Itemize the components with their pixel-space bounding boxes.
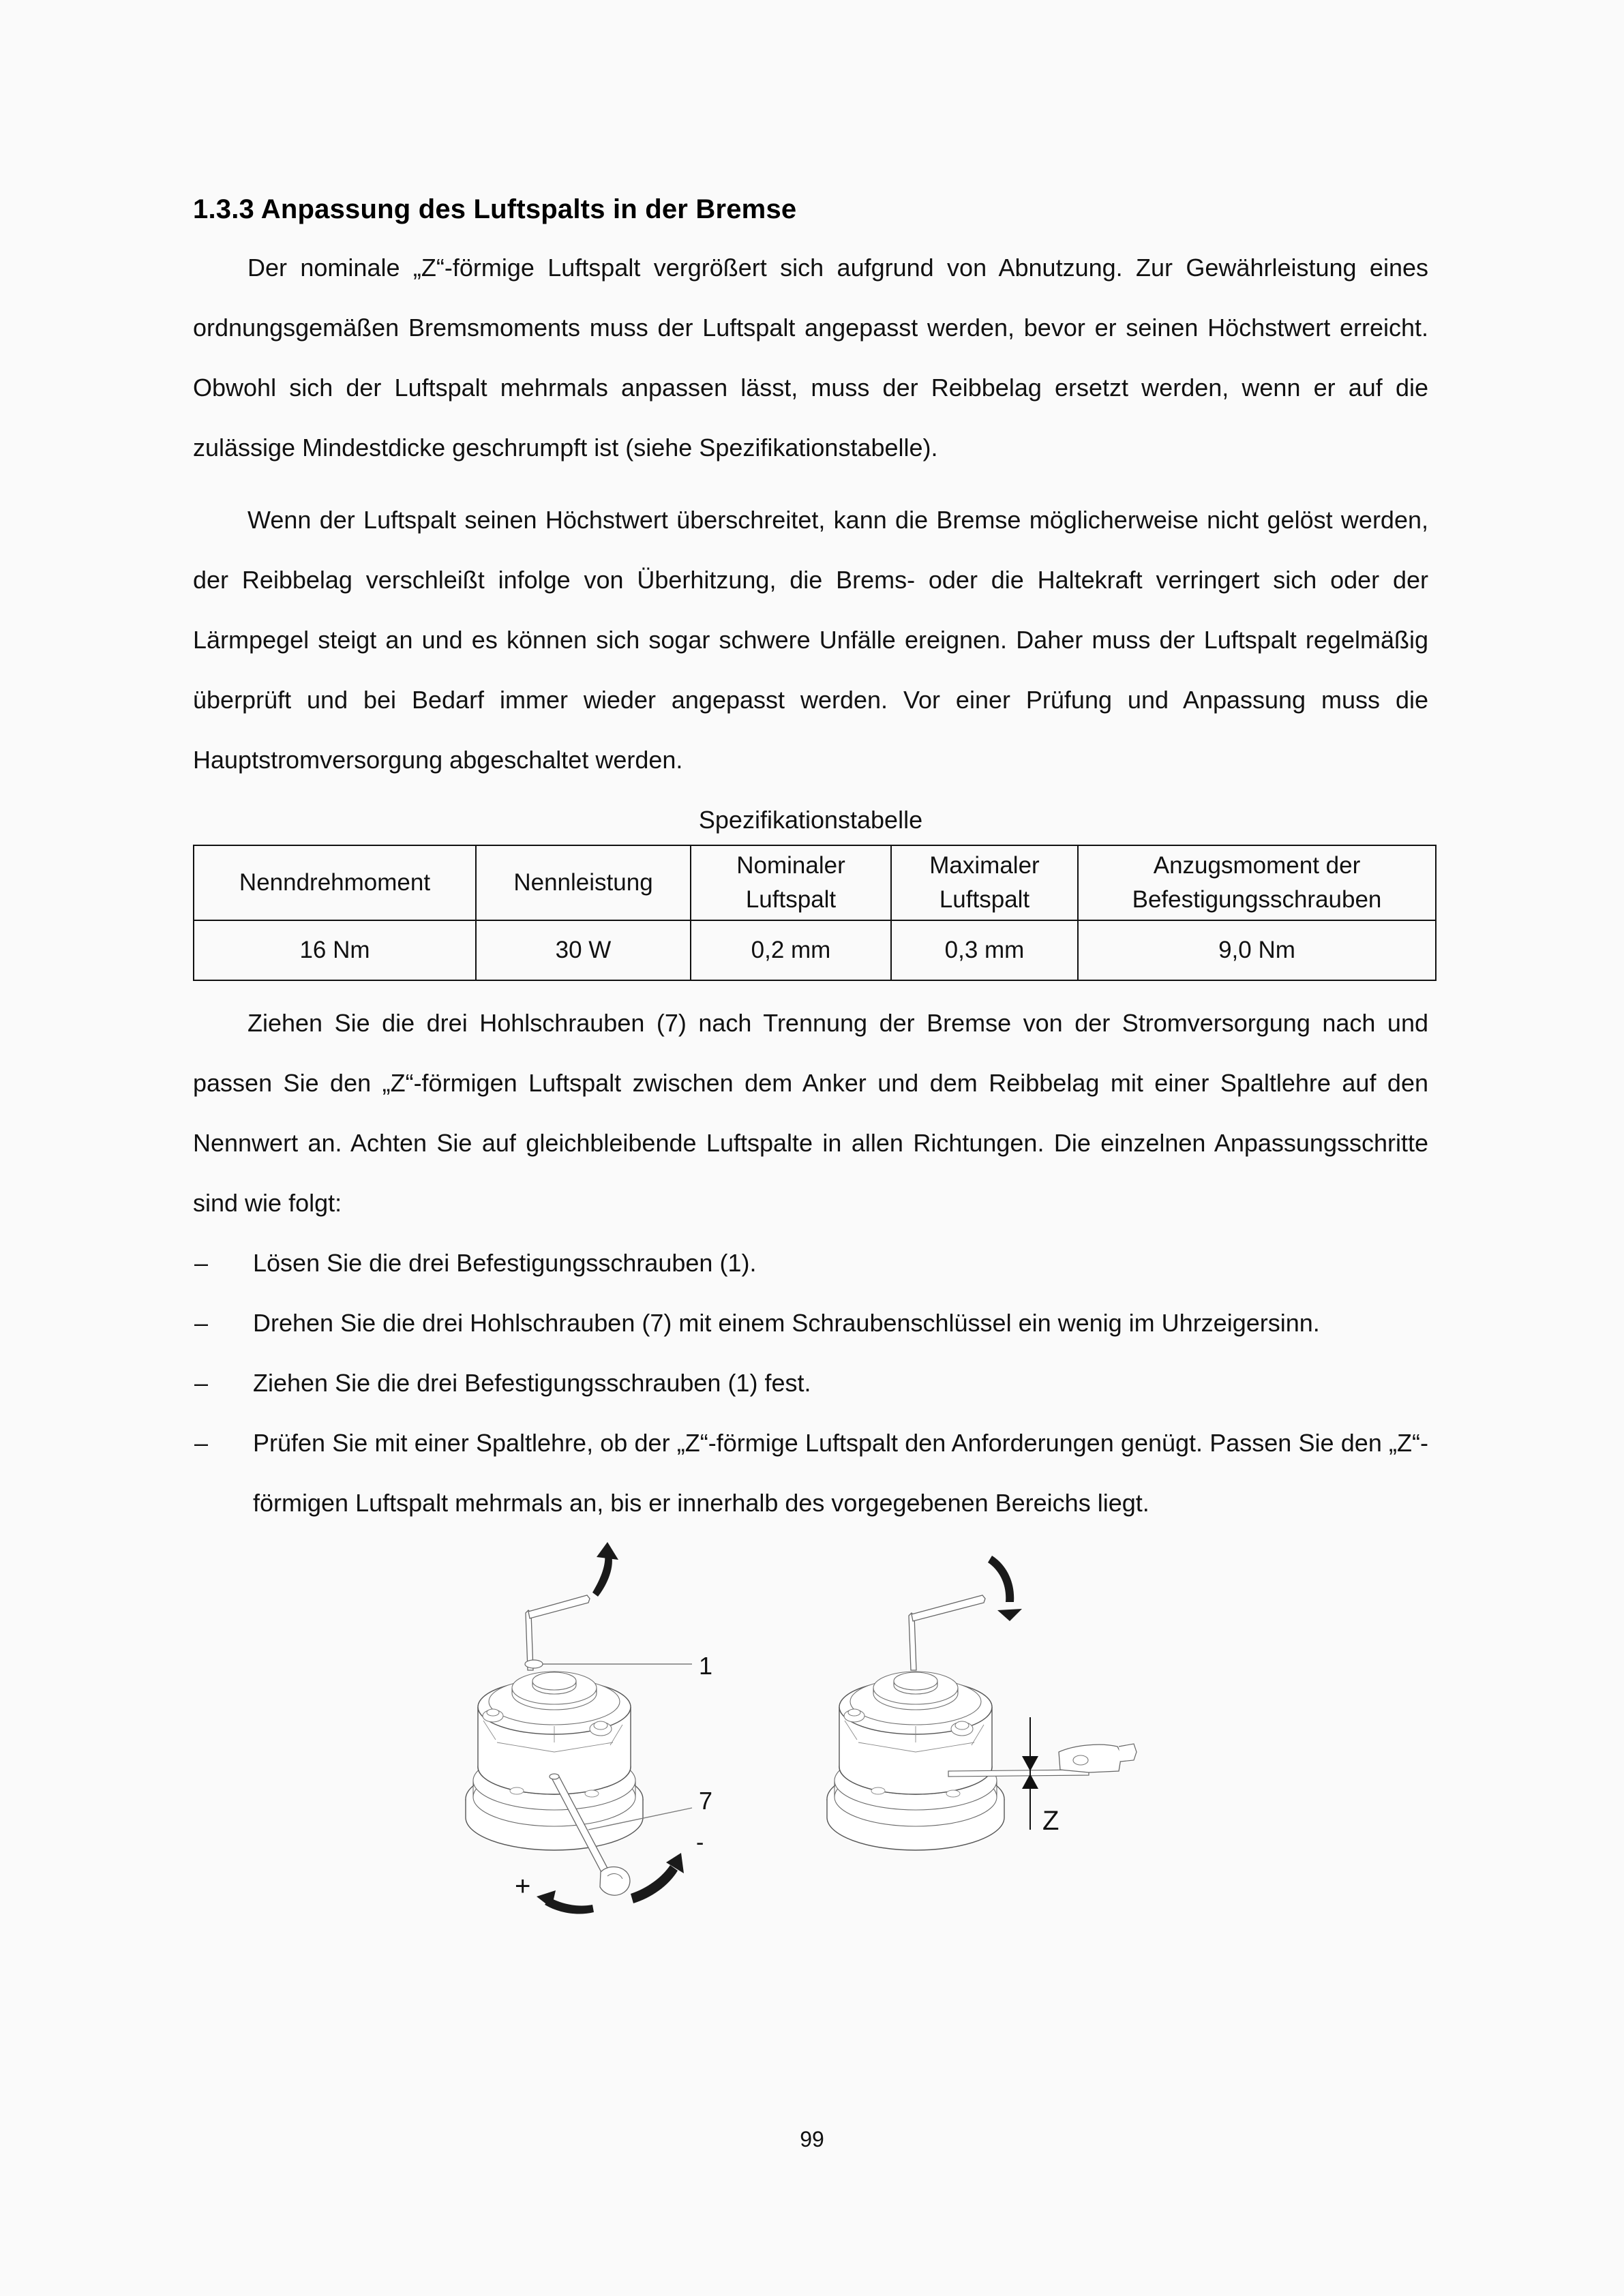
header-line: Maximaler	[929, 852, 1040, 879]
list-bullet-dash: –	[194, 1249, 209, 1277]
header-line: Nominaler	[736, 852, 845, 879]
allen-key-icon	[909, 1595, 985, 1670]
table-cell: 16 Nm	[194, 920, 476, 980]
section-heading: 1.3.3 Anpassung des Luftspalts in der Bremse	[193, 194, 797, 224]
header-line: Befestigungsschrauben	[1132, 886, 1382, 913]
table-header-row	[194, 845, 1436, 920]
table-row	[194, 920, 1436, 980]
header-line: Luftspalt	[745, 886, 837, 913]
header-line: Nennleistung	[513, 869, 653, 896]
callout-label-1: 1	[699, 1652, 713, 1680]
list-bullet-dash: –	[194, 1369, 209, 1397]
table-cell: 30 W	[476, 920, 691, 980]
header-line: Anzugsmoment der	[1153, 852, 1361, 879]
list-bullet-dash: –	[194, 1309, 209, 1337]
screw-head-1	[525, 1660, 543, 1668]
paragraph-2: Wenn der Luftspalt seinen Höchstwert überschreitet, kann die Bremse möglicherweise nicht gelöst werden, der Reibbelag verschleißt infolge von Überhitzung, die Brems- oder die Haltekraft verringert sich oder der Lärmpegel steigt an und es können sich sogar schwere Unfälle ereignen. Daher muss der Luftspalt regelmäßig überprüft und bei Bedarf immer wieder angepasst werden. Vor einer Prüfung und Anpassung muss die Hauptstromversorgung abgeschaltet werden.	[193, 506, 1428, 774]
rotate-arrow-down-icon	[988, 1556, 1022, 1621]
table-cell: 9,0 Nm	[1078, 920, 1436, 980]
figure-canvas	[445, 1560, 1168, 1901]
table-body	[194, 920, 1436, 980]
table-head	[194, 845, 1436, 920]
header-line: Nenndrehmoment	[239, 869, 431, 896]
brake-body-right	[827, 1672, 1004, 1850]
table-header-cell	[194, 845, 476, 920]
list-item	[193, 1233, 1428, 1293]
list-item-text: Prüfen Sie mit einer Spaltlehre, ob der „Z“-förmige Luftspalt den Anforderungen genügt. Passen Sie den „Z“-förmigen Luftspalt mehrmals an, bis er innerhalb des vorgegebenen Bereichs liegt.	[253, 1429, 1428, 1517]
rotate-arrow-top-icon	[592, 1542, 618, 1597]
paragraph-1: Der nominale „Z“-förmige Luftspalt vergrößert sich aufgrund von Abnutzung. Zur Gewährleistung eines ordnungsgemäßen Bremsmoments muss der Luftspalt angepasst werden, bevor er seinen Höchstwert erreicht. Obwohl sich der Luftspalt mehrmals anpassen lässt, muss der Reibbelag ersetzt werden, wenn er auf die zulässige Mindestdicke geschrumpft ist (siehe Spezifikationstabelle).	[193, 254, 1428, 462]
left-brake-diagram	[466, 1542, 712, 1914]
adjustment-steps-list	[193, 1233, 1428, 1533]
dimension-arrow-down	[1022, 1756, 1038, 1771]
table-cell: 0,3 mm	[891, 920, 1078, 980]
callout-label-7: 7	[699, 1787, 713, 1815]
paragraph-3: Ziehen Sie die drei Hohlschrauben (7) nach Trennung der Bremse von der Stromversorgung nach und passen Sie den „Z“-förmigen Luftspalt zwischen dem Anker und dem Reibbelag mit einer Spaltlehre auf den Nennwert an. Achten Sie auf gleichbleibende Luftspalte in allen Richtungen. Die einzelnen Anpassungsschritte sind wie folgt:	[193, 1009, 1428, 1217]
page-content	[193, 0, 1428, 1901]
table-header-cell	[1078, 845, 1436, 920]
allen-key-icon	[526, 1595, 590, 1670]
right-brake-diagram	[827, 1556, 1137, 1850]
minus-sign-label: -	[696, 1830, 704, 1856]
brake-adjustment-figure	[193, 1560, 1428, 1901]
table-caption: Spezifikationstabelle	[698, 806, 923, 834]
list-item-text: Ziehen Sie die drei Befestigungsschrauben (1) fest.	[253, 1369, 811, 1397]
table-header-cell	[476, 845, 691, 920]
specification-table	[193, 845, 1437, 981]
list-item	[193, 1353, 1428, 1413]
table-header-cell	[891, 845, 1078, 920]
table-header-cell	[691, 845, 891, 920]
brake-assembly-diagram	[445, 1560, 1168, 1901]
rotate-arrow-left-icon	[537, 1890, 594, 1914]
list-item-text: Lösen Sie die drei Befestigungsschrauben (1).	[253, 1249, 757, 1277]
rotate-arrow-right-icon	[631, 1853, 684, 1903]
list-bullet-dash: –	[194, 1429, 209, 1457]
list-item	[193, 1413, 1428, 1533]
plus-sign-label: +	[515, 1871, 531, 1901]
page-number: 99	[800, 2127, 824, 2151]
gap-label-z: Z	[1042, 1806, 1059, 1836]
gap-dimension-z	[1022, 1717, 1059, 1836]
list-item-text: Drehen Sie die drei Hohlschrauben (7) mit einem Schraubenschlüssel ein wenig im Uhrzeigersinn.	[253, 1309, 1320, 1337]
table-cell: 0,2 mm	[691, 920, 891, 980]
header-line: Luftspalt	[939, 886, 1030, 913]
list-item	[193, 1293, 1428, 1353]
